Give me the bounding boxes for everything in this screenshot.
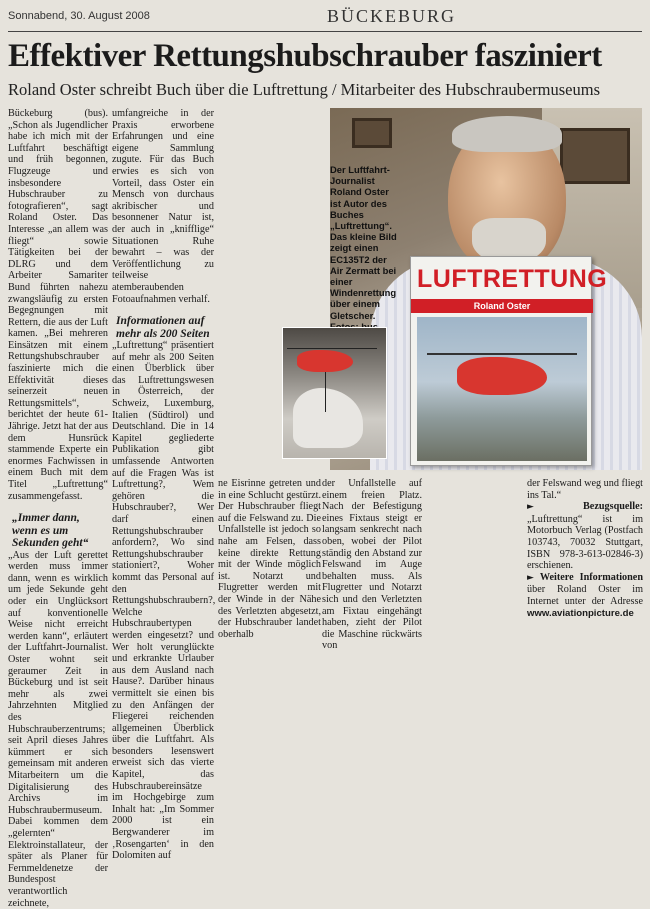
helicopter-illustration (457, 357, 547, 395)
more-info (527, 572, 643, 619)
article-column-2 (112, 108, 216, 862)
issue-date: Sonnabend, 30. August 2008 (8, 10, 150, 22)
book-cover (410, 256, 608, 466)
article-lead: Bückeburg (bus). „Schon als Jugendlicher habe ich mich mit der Luftfahrt beschäftigt und früh begonnen, Flugzeuge und insbesondere Hubschrauber zu fotografieren“, sagt Roland Oster. Das Interesse „an allem was fliegt“ sowie Tätigkeiten bei der DLRG und dem Arbeiter Samariter Bund führten nahezu zwangsläufig zu ersten Begegnungen mit Rettern, die aus der Luft kamen. „Bei mehreren Einsätzen mit einem Rettungshubschrauber faszinierte mich die Effektivität dieses seinerzeit neuen Rettungsmittels“, berichtet der heute 61-Jährige. Jetzt hat der aus dem Hunsrück stammende Experte ein enormes Fachwissen in einem Buch mit dem Titel „Luftrettung“ zusammengefasst. (8, 108, 108, 502)
source-info (527, 501, 643, 572)
rotor-blade (287, 348, 377, 349)
book-author: Roland Oster (411, 299, 593, 313)
picture-frame (352, 118, 392, 148)
article-column-1 (8, 108, 108, 909)
page-header (8, 6, 642, 32)
source-label: Bezugsquelle: (583, 501, 643, 513)
picture-frame (560, 128, 630, 184)
arrow-icon: ► (527, 502, 534, 513)
article-column-3 (218, 478, 321, 640)
book-title: LUFTRETTUNG (417, 265, 608, 293)
article-paragraph: „Luftrettung“ präsentiert auf mehr als 200 Seiten einen Überblick über das Luftrettungswesen in Österreich, der Schweiz, Luxemburg, Italien (Südtirol) und Deutschland. Die in 14 Kapitel gegliederte Publikation gibt umfassende Antworten auf die Fragen Was ist Luftrettung?, Wem gehören die Hubschrauber?, Wer darf einen Rettungshubschrauber anfordern?, Wo sind Rettungshubschrauber stationiert?, Woher kommt das Personal auf den Rettungshubschraubern?, Welche Hubschraubertypen werden eingesetzt? und Wer holt verunglückte und erkrankte Urlauber aus dem Ausland nach Hause?. Darüber hinaus vermittelt sie einen bis zu den Anfängen der Fliegerei reichenden allgemeinen Überblick über die Luftfahrt. Als besonders lesenswert erweist sich das vierte Kapitel, das Hubschraubereinsätze im Hochgebirge zum Inhalt hat: „Im Sommer 2000 ist ein Bergwanderer im ‚Rosengarten‘ in den Dolomiten auf (112, 340, 216, 862)
article-paragraph: ne Eisrinne getreten und in eine Schlucht gestürzt. Der Hubschrauber fliegt auf die Felswand zu. Die Unfallstelle ist jedoch so nahe am Felsen, dass keine direkte Rettung mit der Winde möglich ist. Notarzt und Flugretter werden mit der Winde in der Nähe des Verletzten abgesetzt, der Hubschrauber landet oberhalb (218, 478, 321, 640)
article-paragraph: „Aus der Luft gerettet werden muss immer dann, wenn es wirklich um jede Sekunde geht oder ein Unglücksort auf konventionelle Weise nicht erreicht werden kann“, erläutert der Luftfahrt-Journalist. Oster wohnt seit geraumer Zeit in Bückeburg und ist seit mehr als zwei Jahrzehnten Mitglied des Hubschrauberzentrums; seit April dieses Jahres kümmert er sich gemeinsam mit anderen Mitarbeitern um die Digitalisierung des Archivs im Hubschraubermuseum. Dabei kommen dem „gelernten“ Elektroinstallateur, der später als Planer für Fernmeldenetze der Bundespost verantwortlich zeichnete, (8, 549, 108, 909)
subheadline: Roland Oster schreibt Buch über die Luftrettung / Mitarbeiter des Hubschraubermuseums (8, 80, 601, 99)
article-column-5 (322, 478, 422, 652)
intertitle-2: Informationen auf mehr als 200 Seiten (116, 315, 210, 340)
article-paragraph: der Unfallstelle auf einem freien Platz. Nach der Befestigung eines Fixtaus steigt er langsam senkrecht nach oben, wobei der Pilot ständig den Abstand zur Felswand im Auge behalten muss. Als Flugretter und Notarzt sich und den Verletzten am Fixtau eingehängt haben, zieht der Pilot die Maschine rückwärts von (322, 478, 422, 652)
winch-line (325, 372, 326, 412)
headline: Effektiver Rettungshubschrauber fasziniert (8, 38, 602, 74)
website-link[interactable]: www.aviationpicture.de (527, 607, 634, 619)
inset-photo-glacier-rescue (282, 327, 387, 459)
intertitle-1: „Immer dann, wenn es um Sekunden geht“ (12, 512, 89, 550)
section-title: BÜCKEBURG (326, 6, 456, 26)
photo-caption: Der Luftfahrt-Journalist Roland Oster ist Autor des Buches „Luftrettung“. Das kleine Bild zeigt einen EC135T2 der Air Zermatt bei einer Windenrettung über einem Gletscher. (330, 164, 397, 321)
book-cover-image (417, 317, 587, 461)
glacier-snow (293, 388, 363, 448)
rotor-blade (427, 353, 577, 355)
man-hair (452, 116, 562, 152)
arrow-icon: ► (527, 572, 534, 583)
info-text: über Roland Oster im Internet unter der Adresse (527, 584, 643, 607)
source-text: „Luftrettung“ ist im Motorbuch Verlag (Postfach 103743, 70032 Stuttgart, ISBN 978-3-613-02846-3) erschienen. (527, 513, 643, 572)
helicopter-illustration (297, 350, 353, 372)
article-paragraph: der Felswand weg und fliegt ins Tal.“ (527, 478, 643, 501)
article-column-6 (527, 478, 643, 619)
article-paragraph: umfangreiche in der Praxis erworbene Erfahrungen und eine eigene Sammlung zugute. Für das Buch erwies es sich von Vorteil, dass Oster ein Mensch von durchaus akribischer und besonnener Natur ist, der auch in „knifflige“ Situationen Ruhe bewahrt – was der Veröffentlichung zu teilweise atemberaubenden Fotoaufnahmen verhalf. (112, 108, 214, 305)
info-label: Weitere Informationen (539, 571, 643, 583)
